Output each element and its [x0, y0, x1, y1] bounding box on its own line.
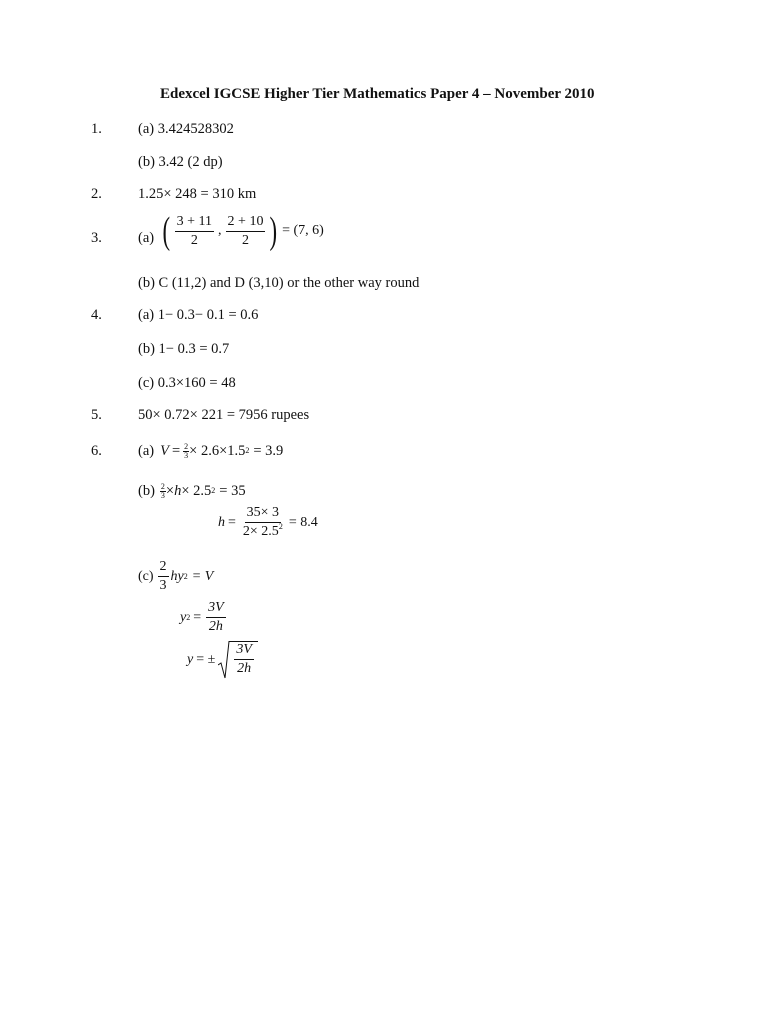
- q6-c-numerator: 2: [158, 559, 169, 577]
- q6-b-result: = 35: [219, 483, 246, 499]
- q6-c3-variable: y: [187, 652, 194, 667]
- q6-b2-numerator: 35× 3: [245, 505, 281, 523]
- q6-c-step-3: [187, 641, 258, 679]
- q4-part-a: (a) 1− 0.3− 0.1 = 0.6: [138, 307, 259, 323]
- q6-c-step-2: y 2 = $\frac{3V}{2h}$: [180, 600, 224, 634]
- q6-c-result: = V: [191, 568, 214, 584]
- q6-c3-fraction: [234, 642, 254, 677]
- question-number-1: 1.: [91, 121, 102, 137]
- q2-answer: 1.25× 248 = 310 km: [138, 186, 257, 202]
- q6-a-product: × 2.6×1.5: [189, 443, 246, 459]
- q3-fraction-2-denominator: 2: [242, 232, 249, 248]
- q5-answer: 50× 0.72× 221 = 7956 rupees: [138, 407, 310, 423]
- q6-part-c-label: (c): [138, 568, 154, 584]
- question-number-6: 6.: [91, 443, 102, 459]
- q6-c3-equals: = ±: [196, 652, 216, 667]
- q3-part-a-expression: ( $\frac{3 + 11}{2}$ , $\frac{2 + 10}{2}$ ) = (7, 6): [162, 210, 324, 252]
- q6-c2-fraction: [206, 600, 226, 635]
- q6-a-variable: V: [160, 443, 169, 459]
- q6-a-result: = 3.9: [253, 443, 284, 459]
- q1-part-b: (b) 3.42 (2 dp): [138, 154, 223, 170]
- q6-part-b-label: (b): [138, 483, 155, 499]
- q4-part-c: (c) 0.3×160 = 48: [138, 375, 236, 391]
- q6-c2-denominator: 2h: [208, 619, 223, 634]
- q4-part-b: (b) 1− 0.3 = 0.7: [138, 341, 230, 357]
- q6-b-product: × 2.5: [181, 483, 212, 499]
- q3-part-a-label: (a): [138, 230, 155, 246]
- q3-part-b: (b) C (11,2) and D (3,10) or the other way round: [138, 275, 420, 291]
- q6-b-times: ×: [165, 483, 175, 499]
- question-number-4: 4.: [91, 307, 102, 323]
- question-number-3: 3.: [91, 230, 102, 246]
- question-number-5: 5.: [91, 407, 102, 423]
- square-root-icon: [218, 641, 258, 679]
- q1-part-a: (a) 3.424528302: [138, 121, 234, 137]
- q3-fraction-1: [175, 214, 214, 249]
- radical-sign-icon: [218, 641, 230, 679]
- q6-a-equals: =: [171, 443, 181, 459]
- q6-c3-denominator: 2h: [237, 661, 252, 676]
- q6-b2-denominator: $2\times 2.5^2$: [242, 522, 283, 539]
- q6-part-a: (a) V = $\frac{2}{3}$ × 2.6×1.5 2 = 3.9: [138, 441, 284, 460]
- q6-c-denominator: 3: [159, 578, 167, 593]
- q6-part-c: (c) $\frac{2}{3}$ hy 2 = V: [138, 559, 214, 593]
- q6-c2-equals: =: [193, 609, 202, 625]
- q3-fraction-1-numerator: 3 + 11: [175, 214, 214, 232]
- left-paren: (: [162, 210, 171, 252]
- q3-fraction-2-numerator: 2 + 10: [226, 214, 266, 232]
- q3-part-a-result: = (7, 6): [282, 223, 324, 238]
- q6-c2-numerator: 3V: [206, 600, 226, 618]
- right-paren: ): [269, 210, 278, 252]
- question-number-2: 2.: [91, 186, 102, 202]
- q6-c2-variable: y: [180, 609, 187, 625]
- q6-b-fraction: $\frac{2}{3}$: [160, 481, 165, 500]
- q6-part-b: (b) $\frac{2}{3}$ × h × 2.5 2 = 35: [138, 481, 246, 500]
- q6-part-a-label: (a): [138, 443, 155, 459]
- q6-a-fraction: $\frac{2}{3}$: [184, 441, 189, 460]
- q6-b2-variable: h: [218, 514, 225, 530]
- q3-fraction-1-denominator: 2: [190, 232, 198, 248]
- q6-b2-result: = 8.4: [288, 514, 318, 530]
- q3-fraction-2: [226, 214, 266, 249]
- q6-b2-fraction: [241, 505, 285, 540]
- q6-b-solution: [218, 505, 318, 540]
- q6-b-variable: h: [174, 483, 182, 499]
- q6-c3-numerator: 3V: [234, 642, 254, 660]
- page-title: Edexcel IGCSE Higher Tier Mathematics Paper 4 – November 2010: [160, 86, 595, 102]
- q6-b2-equals: =: [228, 514, 236, 530]
- q6-c-fraction: [158, 559, 169, 594]
- q6-c-variable: hy: [170, 568, 184, 584]
